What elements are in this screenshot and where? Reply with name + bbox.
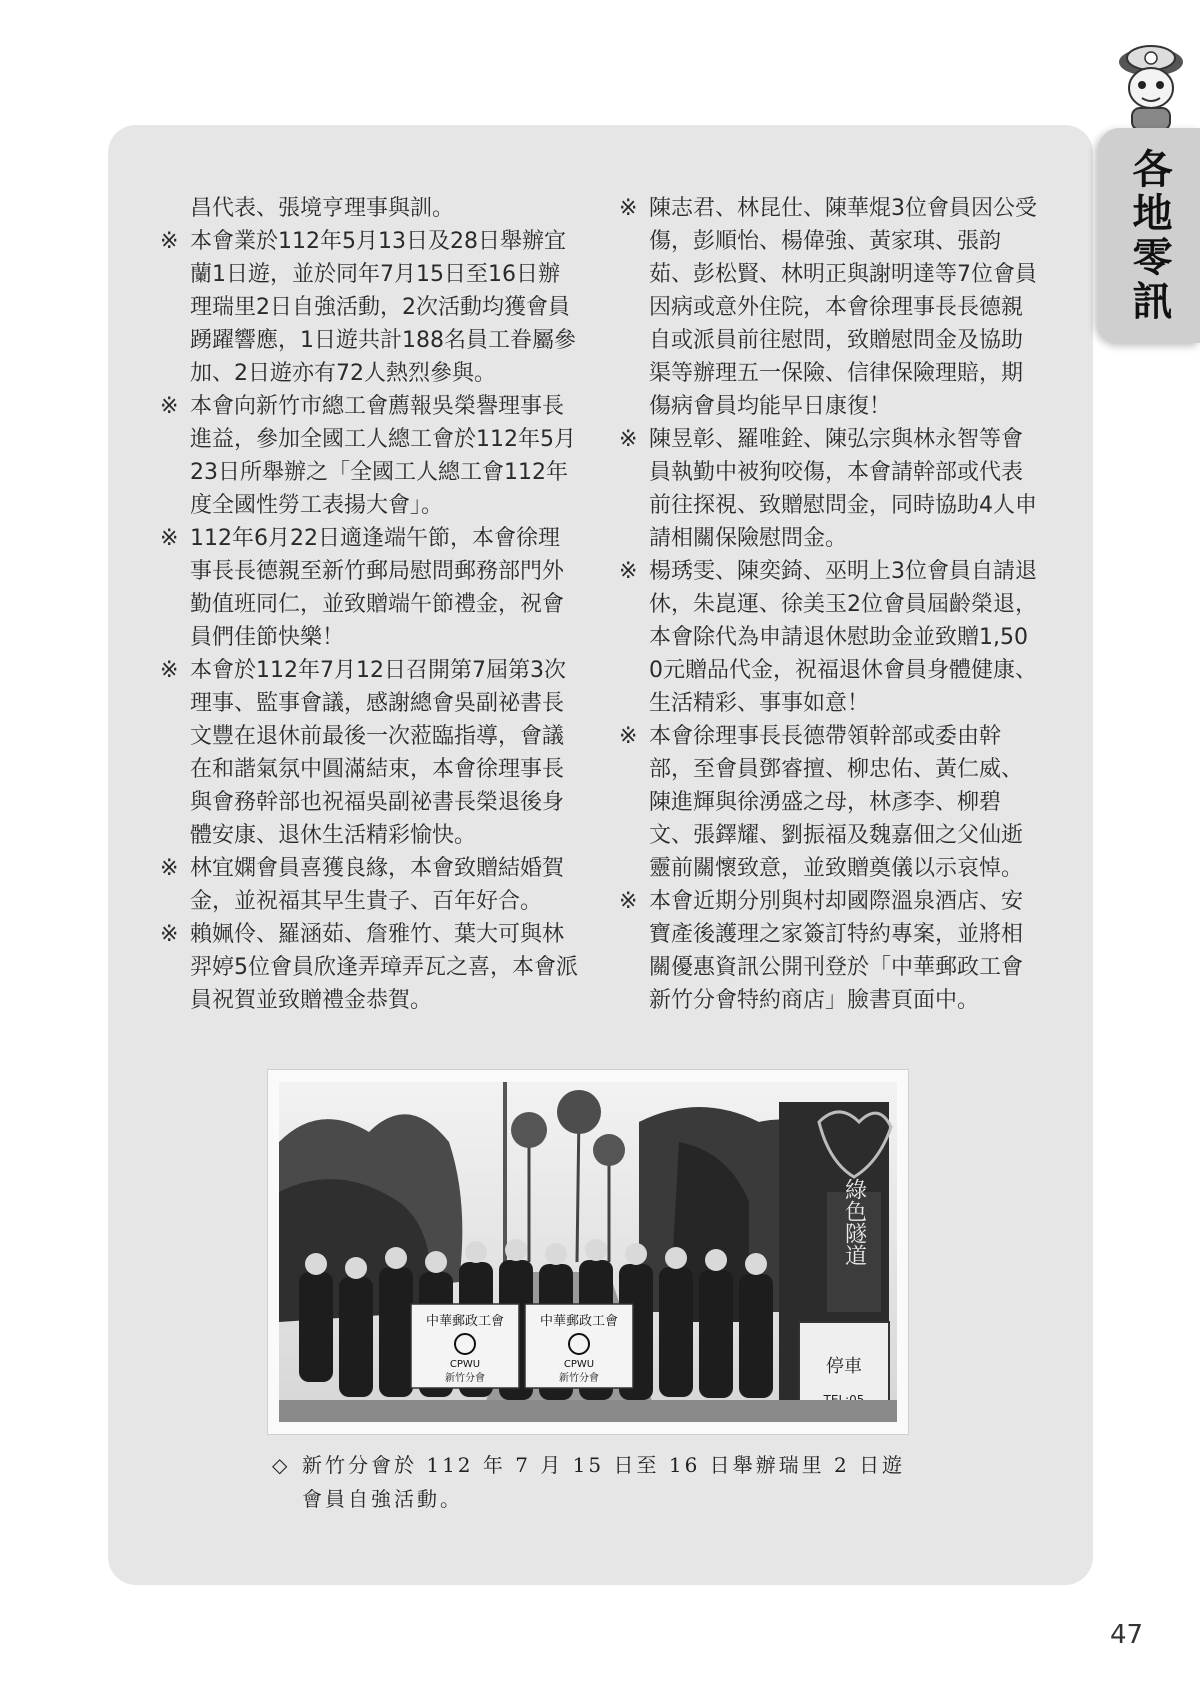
banner-right-title: 中華郵政工會 <box>539 1314 619 1329</box>
news-item-text: 112年6月22日適逢端午節，本會徐理事長長德親至新竹郵局慰問郵務部門外勤值班同仁，並致贈端午節禮金，祝會員們佳節快樂！ <box>190 526 565 650</box>
reference-mark-icon: ※ <box>160 658 179 683</box>
continued-text: 昌代表、張境亨理事與訓。 <box>190 196 455 221</box>
news-item <box>619 555 1039 720</box>
news-item <box>160 522 580 654</box>
banner-left-subtitle: 新竹分會 <box>445 1373 485 1384</box>
news-item <box>160 654 580 852</box>
news-item-text: 賴姵伶、羅涵茹、詹雅竹、葉大可與林羿婷5位會員欣逢弄璋弄瓦之喜，本會派員祝賀並致贈禮金恭賀。 <box>190 922 578 1013</box>
news-item <box>160 225 580 390</box>
news-item-text: 陳志君、林昆仕、陳華焜3位會員因公受傷，彭順怡、楊偉強、黃家琪、張韵茹、彭松賢、林明正與謝明達等7位會員因病或意外住院，本會徐理事長長德親自或派員前往慰問，致贈慰問金及協助渠等辦理五一保險、信律保險理賠，期傷病會員均能早日康復！ <box>649 196 1037 419</box>
news-item <box>619 720 1039 885</box>
news-item <box>160 852 580 918</box>
photo-caption <box>272 1448 912 1516</box>
news-item-text: 本會徐理事長長德帶領幹部或委由幹部，至會員鄧睿擅、柳忠佑、黃仁威、陳進輝與徐湧盛之母，林彥李、柳碧文、張鐸耀、劉振福及魏嘉佃之父仙逝靈前關懷致意，並致贈奠儀以示哀悼。 <box>649 724 1024 881</box>
reference-mark-icon: ※ <box>619 724 638 749</box>
reference-mark-icon: ※ <box>160 922 179 947</box>
reference-mark-icon: ※ <box>619 889 638 914</box>
reference-mark-icon: ※ <box>619 559 638 584</box>
reference-mark-icon: ※ <box>160 856 179 881</box>
banner-right-subtitle: 新竹分會 <box>559 1373 599 1384</box>
news-item-text: 楊琇雯、陳奕錡、巫明上3位會員自請退休，朱崑運、徐美玉2位會員屆齡榮退，本會除代為申請退休慰助金並致贈1,500元贈品代金，祝福退休會員身體健康、生活精彩、事事如意！ <box>649 559 1037 716</box>
right-column <box>619 192 1039 1017</box>
section-tab <box>1098 128 1200 343</box>
parking-sign-text: 停車 <box>826 1356 862 1377</box>
diamond-icon: ◇ <box>272 1453 291 1477</box>
caption-text: 新竹分會於 112 年 7 月 15 日至 16 日舉辦瑞里 2 日遊會員自強活動。 <box>302 1453 906 1511</box>
banner-left-title: 中華郵政工會 <box>425 1314 505 1329</box>
group-photo-image <box>279 1082 897 1422</box>
banner-left-logo: CPWU <box>449 1359 481 1370</box>
group-photo <box>268 1070 908 1434</box>
news-item <box>619 192 1039 423</box>
reference-mark-icon: ※ <box>619 427 638 452</box>
news-item-text: 本會近期分別與村却國際溫泉酒店、安寶產後護理之家簽訂特約專案，並將相關優惠資訊公開刊登於「中華郵政工會新竹分會特約商店」臉書頁面中。 <box>649 889 1024 1013</box>
news-item-text: 本會業於112年5月13日及28日舉辦宜蘭1日遊，並於同年7月15日至16日辦理瑞里2日自強活動，2次活動均獲會員踴躍響應，1日遊共計188名員工眷屬參加、2日遊亦有72人熱烈參與。 <box>190 229 576 386</box>
page-number: 47 <box>1110 1620 1144 1650</box>
section-title: 各地零訊 <box>1126 148 1173 324</box>
reference-mark-icon: ※ <box>619 196 638 221</box>
news-item <box>619 423 1039 555</box>
left-column <box>160 192 580 1017</box>
news-item-text: 陳昱彰、羅唯銓、陳弘宗與林永智等會員執勤中被狗咬傷，本會請幹部或代表前往探視、致贈慰問金，同時協助4人申請相關保險慰問金。 <box>649 427 1037 551</box>
news-item <box>160 918 580 1017</box>
news-item <box>160 390 580 522</box>
reference-mark-icon: ※ <box>160 229 179 254</box>
news-item-text: 本會向新竹市總工會薦報吳榮譽理事長進益，參加全國工人總工會於112年5月23日所舉辦之「全國工人總工會112年度全國性勞工表揚大會」。 <box>190 394 576 518</box>
news-item-text: 林宜嫻會員喜獲良緣，本會致贈結婚賀金，並祝福其早生貴子、百年好合。 <box>190 856 565 914</box>
news-item-text: 本會於112年7月12日召開第7屆第3次理事、監事會議，感謝總會吳副祕書長文豐在退休前最後一次蒞臨指導，會議在和諧氣氛中圓滿結束，本會徐理事長與會務幹部也祝福吳副祕書長榮退後身體安康、退休生活精彩愉快。 <box>190 658 566 848</box>
reference-mark-icon: ※ <box>160 394 179 419</box>
banner-right-logo: CPWU <box>563 1359 595 1370</box>
news-item <box>619 885 1039 1017</box>
sign-text: 綠色隧道 <box>841 1178 867 1266</box>
reference-mark-icon: ※ <box>160 526 179 551</box>
mascot-icon <box>1112 40 1190 132</box>
